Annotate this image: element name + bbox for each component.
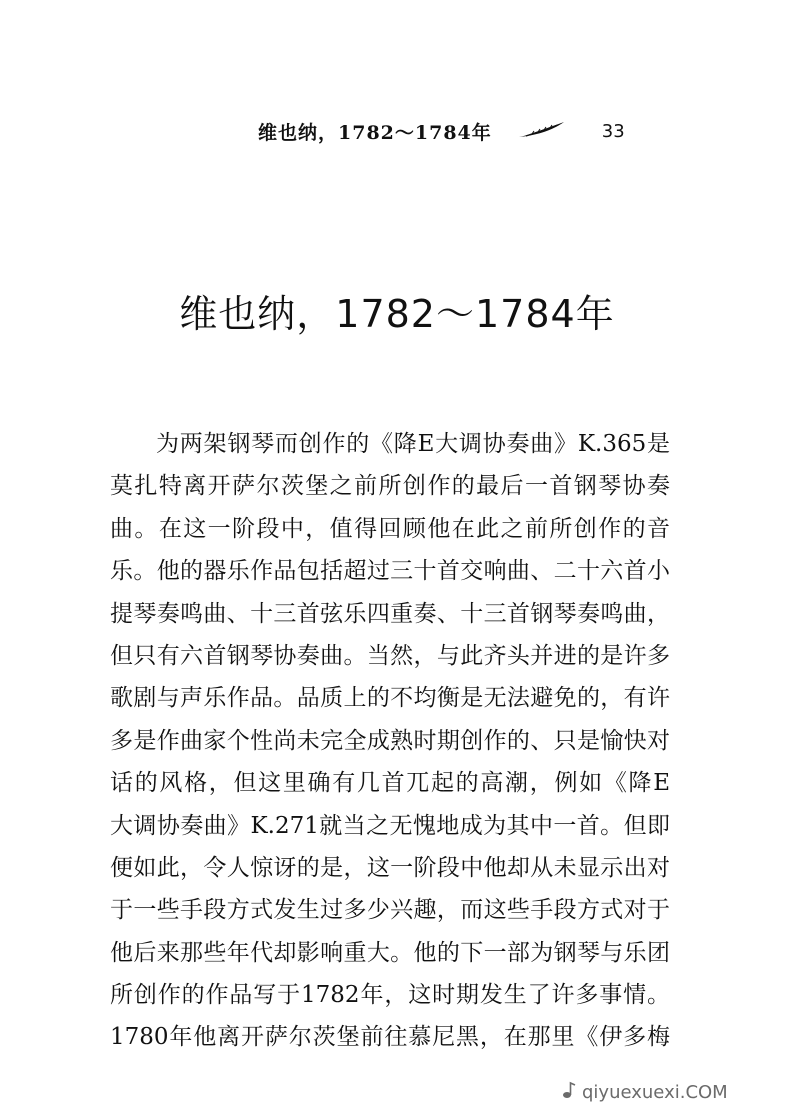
watermark-text: qiyuexuexi.COM <box>582 1082 728 1103</box>
text-line: 但只有六首钢琴协奏曲。当然，与此齐头并进的是许多 <box>110 642 670 669</box>
site-watermark <box>562 1081 728 1104</box>
text-line: 为两架钢琴而创作的《降E大调协奏曲》K.365是 <box>156 431 670 457</box>
text-line: 曲。在这一阶段中，值得回顾他在此之前所创作的音 <box>110 515 670 542</box>
text-line: 他后来那些年代却影响重大。他的下一部为钢琴与乐团 <box>110 939 670 966</box>
text-line: 1780年他离开萨尔茨堡前往慕尼黑，在那里《伊多梅 <box>110 1024 670 1051</box>
running-head <box>258 118 625 145</box>
text-line: 便如此，令人惊讶的是，这一阶段中他却从未显示出对 <box>110 854 670 881</box>
text-line: 歌剧与声乐作品。品质上的不均衡是无法避免的，有许 <box>110 685 670 712</box>
music-note-logo-icon <box>562 1081 576 1104</box>
text-line: 乐。他的器乐作品包括超过三十首交响曲、二十六首小 <box>110 558 670 585</box>
text-line: 大调协奏曲》K.271就当之无愧地成为其中一首。但即 <box>110 812 670 839</box>
text-line: 所创作的作品写于1782年，这时期发生了许多事情。 <box>110 982 670 1009</box>
text-line: 莫扎特离开萨尔茨堡之前所创作的最后一首钢琴协奏 <box>110 473 670 500</box>
chapter-title: 维也纳，1782～1784年 <box>179 292 615 336</box>
body-paragraph <box>110 423 670 1059</box>
running-head-title: 维也纳，1782～1784年 <box>258 122 492 144</box>
text-line: 话的风格，但这里确有几首兀起的高潮，例如《降E <box>110 770 670 797</box>
text-line: 多是作曲家个性尚未完全成熟时期创作的、只是愉快对 <box>110 727 670 754</box>
feather-quill-icon <box>518 121 566 144</box>
text-line: 提琴奏鸣曲、十三首弦乐四重奏、十三首钢琴奏鸣曲， <box>110 600 670 627</box>
text-line: 于一些手段方式发生过多少兴趣，而这些手段方式对于 <box>110 897 670 924</box>
page-number: 33 <box>601 121 625 142</box>
